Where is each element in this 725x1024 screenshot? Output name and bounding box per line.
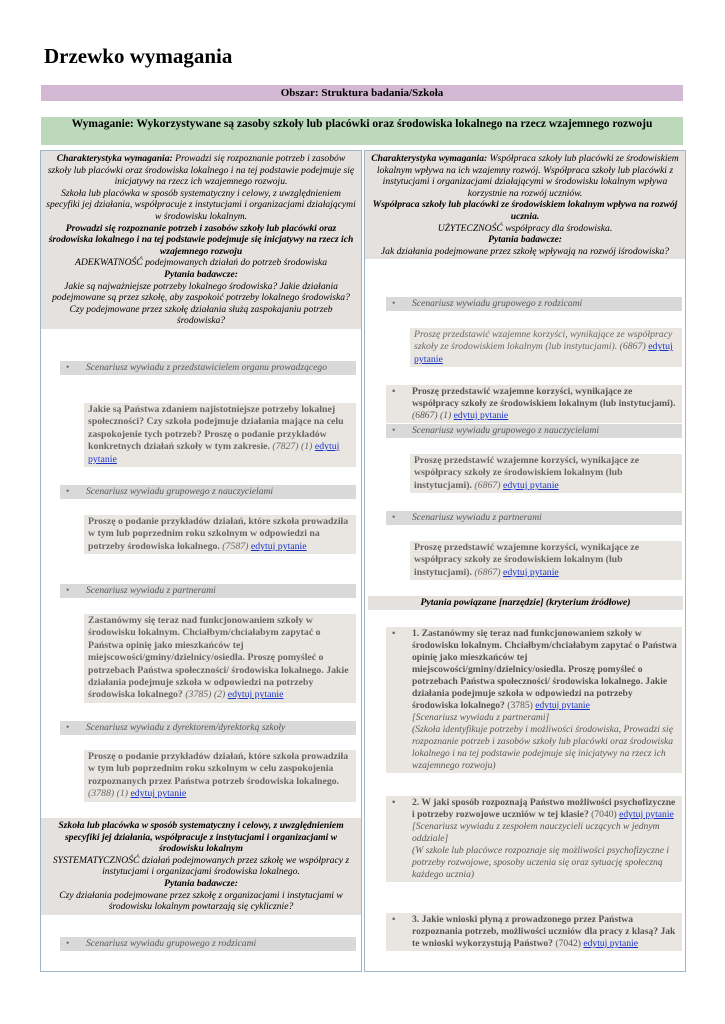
scenario-item: • Scenariusz wywiadu z partnerami [386, 511, 682, 525]
scenario-item: • Proszę przedstawić wzajemne korzyści, wynikające ze współpracy szkoły ze środowiskiem lokalnym (lub instytucjami). (6867) (1) edytuj pytanie [386, 385, 682, 423]
question-box: Proszę o podanie przykładów działań, które szkoła prowadziła w tym lub poprzednim roku szkolnym w celu zaspokojenia rozpoznanych przez Państwa potrzeb środowiska lokalnego. (3788) (1) edytuj pytanie [84, 750, 356, 802]
edit-question-link[interactable]: edytuj pytanie [503, 479, 559, 491]
bullet-icon: • [392, 298, 396, 309]
scenario-item: • Scenariusz wywiadu z przedstawicielem organu prowadzącego [60, 361, 356, 375]
left-characteristic: Charakterystyka wymagania: Prowadzi się rozpoznanie potrzeb i zasobów szkoły lub placówki oraz środowiska lokalnego i na tej podstawie podejmuje się inicjatywy na rzecz ich wzajemnego rozwoju. Szkoła lub placówka w sposób systematyczny i celowy, z uwzględnieniem specyfiki jej działania, współpracuje z instytucjami i organizacjami działającymi w środowisku lokalnym. Prowadzi się rozpoznanie potrzeb i zasobów szkoły lub placówki oraz środowiska lokalnego i na tej podstawie podejmuje się inicjatywy na rzecz ich wzajemnego rozwoju ADEKWATNOŚĆ podejmowanych działań do potrzeb środowiska Pytania badawcze: Jakie są najważniejsze potrzeby lokalnego środowiska? Jakie działania podejmowane są przez szkołę, aby zaspokoić potrzeby lokalnego środowiska? Czy podejmowane przez szkołę działania służą zaspokajaniu potrzeb środowiska? [41, 151, 361, 329]
related-question: • 1. Zastanówmy się teraz nad funkcjonowaniem szkoły w środowisku lokalnym. Chciałbym/chciałabym zapytać o Państwa opinię jako mieszkańców tej miejscowości/gminy/dzielnicy/osiedla. Proszę pomyśleć o potrzebach Państwa społeczności/ środowiska lokalnego. Jakie działania podejmuje szkoła w odpowiedzi na potrzeby środowiska lokalnego? (3785) edytuj pytanie [Scenariusz wywiadu z partnerami] (Szkoła identyfikuje potrzeby i możliwości środowiska, Prowadzi się rozpoznanie potrzeb i zasobów szkoły lub placówki oraz środowiska lokalnego i na tej podstawie podejmuje się inicjatywy na rzecz ich wzajemnego rozwoju) [386, 627, 682, 773]
bullet-icon: • [392, 628, 396, 639]
edit-question-link[interactable]: edytuj pytanie [227, 689, 284, 701]
edit-question-link[interactable]: edytuj pytanie [453, 410, 509, 421]
bullet-icon: • [66, 362, 70, 373]
area-header: Obszar: Struktura badania/Szkoła [41, 85, 683, 101]
scenario-item: • Scenariusz wywiadu z partnerami [60, 584, 356, 598]
question-box: Proszę o podanie przykładów działań, które szkoła prowadziła w tym lub poprzednim roku szkolnym w odpowiedzi na potrzeby środowiska lokalnego. (7587) edytuj pytanie [84, 515, 356, 554]
requirement-header: Wymaganie: Wykorzystywane są zasoby szkoły lub placówki oraz środowiska lokalnego na rzecz wzajemnego rozwoju [41, 117, 683, 145]
right-characteristic: Charakterystyka wymagania: Współpraca szkoły lub placówki ze środowiskiem lokalnym wpływa na ich wzajemny rozwój. Współpraca szkoły lub placówki z instytucjami i organizacjami działającymi w środowisku lokalnym wpływa korzystnie na rozwój uczniów. Współpraca szkoły lub placówki ze środowiskiem lokalnym wpływa na rozwój ucznia. UŻYTECZNOŚĆ współpracy dla środowiska. Pytania badawcze: Jak działania podejmowane przez szkołę wpływają na rozwój iśrodowiska? [365, 151, 685, 259]
page-title: Drzewko wymagania [44, 44, 233, 68]
bullet-icon: • [66, 938, 70, 949]
related-questions-header: Pytania powiązane [narzędzie] (kryterium źródłowe) [368, 596, 683, 610]
bullet-icon: • [392, 425, 396, 436]
question-box: Jakie są Państwa zdaniem najistotniejsze potrzeby lokalnej społeczności? Czy szkoła podejmuje działania mające na celu zaspokojenie tych potrzeb? Proszę o podanie przykładów konkretnych działań szkoły w tym zakresie. (7827) (1) edytuj pytanie [84, 403, 356, 467]
scenario-item: • Scenariusz wywiadu z dyrektorem/dyrektorką szkoły [60, 721, 356, 735]
edit-question-link[interactable]: edytuj pytanie [535, 700, 590, 711]
question-box: Zastanówmy się teraz nad funkcjonowaniem szkoły w środowisku lokalnym. Chciałbym/chciałabym zapytać o Państwa opinię jako mieszkańców tej miejscowości/gminy/dzielnicy/osiedla. Proszę pomyśleć o potrzebach Państwa społeczności/ środowiska lokalnego. Jakie działania podejmuje szkoła w odpowiedzi na potrzeby środowiska lokalnego? (3785) (2) edytuj pytanie [84, 614, 356, 703]
related-question: • 2. W jaki sposób rozpoznają Państwo możliwości psychofizyczne i potrzeby rozwojowe uczniów w tej klasie? (7040) edytuj pytanie [Scenariusz wywiadu z zespołem nauczycieli uczących w jednym oddziale] (W szkole lub placówce rozpoznaje się możliwości psychofizyczne i potrzeby rozwojowe, sposoby uczenia się oraz sytuację społeczną każdego ucznia) [386, 796, 682, 882]
edit-question-link[interactable]: edytuj pytanie [583, 938, 638, 949]
bullet-icon: • [66, 486, 70, 497]
bullet-icon: • [66, 722, 70, 733]
edit-question-link[interactable]: edytuj pytanie [130, 788, 187, 800]
bullet-icon: • [392, 797, 396, 808]
question-box: Proszę przedstawić wzajemne korzyści, wynikające ze współpracy szkoły ze środowiskiem lokalnym (lub instytucjami). (6867) edytuj pytanie [410, 328, 682, 367]
question-box: Proszę przedstawić wzajemne korzyści, wynikające ze współpracy szkoły ze środowiskiem lokalnym (lub instytucjami). (6867) edytuj pytanie [410, 541, 682, 580]
left-characteristic-2: Szkoła lub placówka w sposób systematyczny i celowy, z uwzględnieniem specyfiki jej działania, współpracuje z instytucjami i organizacjami w środowisku lokalnym SYSTEMATYCZNOŚĆ działań podejmowanych przez szkołę we współpracy z instytucjami i organizacjami środowiska lokalnego. Pytania badawcze: Czy działania podejmowane przez szkołę z organizacjami i instytucjami w środowisku lokalnym powtarzają się cyklicznie? [41, 818, 361, 915]
edit-question-link[interactable]: edytuj pytanie [250, 540, 307, 552]
edit-question-link[interactable]: edytuj pytanie [503, 566, 559, 578]
scenario-item: • Scenariusz wywiadu grupowego z rodzicami [60, 937, 356, 951]
scenario-item: • Scenariusz wywiadu grupowego z nauczycielami [386, 424, 682, 438]
edit-question-link[interactable]: edytuj pytanie [88, 441, 340, 465]
question-box: Proszę przedstawić wzajemne korzyści, wynikające ze współpracy szkoły ze środowiskiem lokalnym (lub instytucjami). (6867) edytuj pytanie [410, 454, 682, 493]
scenario-item: • Scenariusz wywiadu grupowego z rodzicami [386, 297, 682, 311]
bullet-icon: • [392, 914, 396, 925]
scenario-item: • Scenariusz wywiadu grupowego z nauczycielami [60, 485, 356, 499]
bullet-icon: • [392, 386, 396, 397]
edit-question-link[interactable]: edytuj pytanie [414, 341, 673, 365]
bullet-icon: • [392, 512, 396, 523]
edit-question-link[interactable]: edytuj pytanie [619, 809, 674, 820]
bullet-icon: • [66, 585, 70, 596]
related-question: • 3. Jakie wnioski płyną z prowadzonego przez Państwa rozpoznania potrzeb, możliwości uczniów dla pracy z klasą? Jak te wnioski wykorzystują Państwo? (7042) edytuj pytanie [386, 913, 682, 951]
